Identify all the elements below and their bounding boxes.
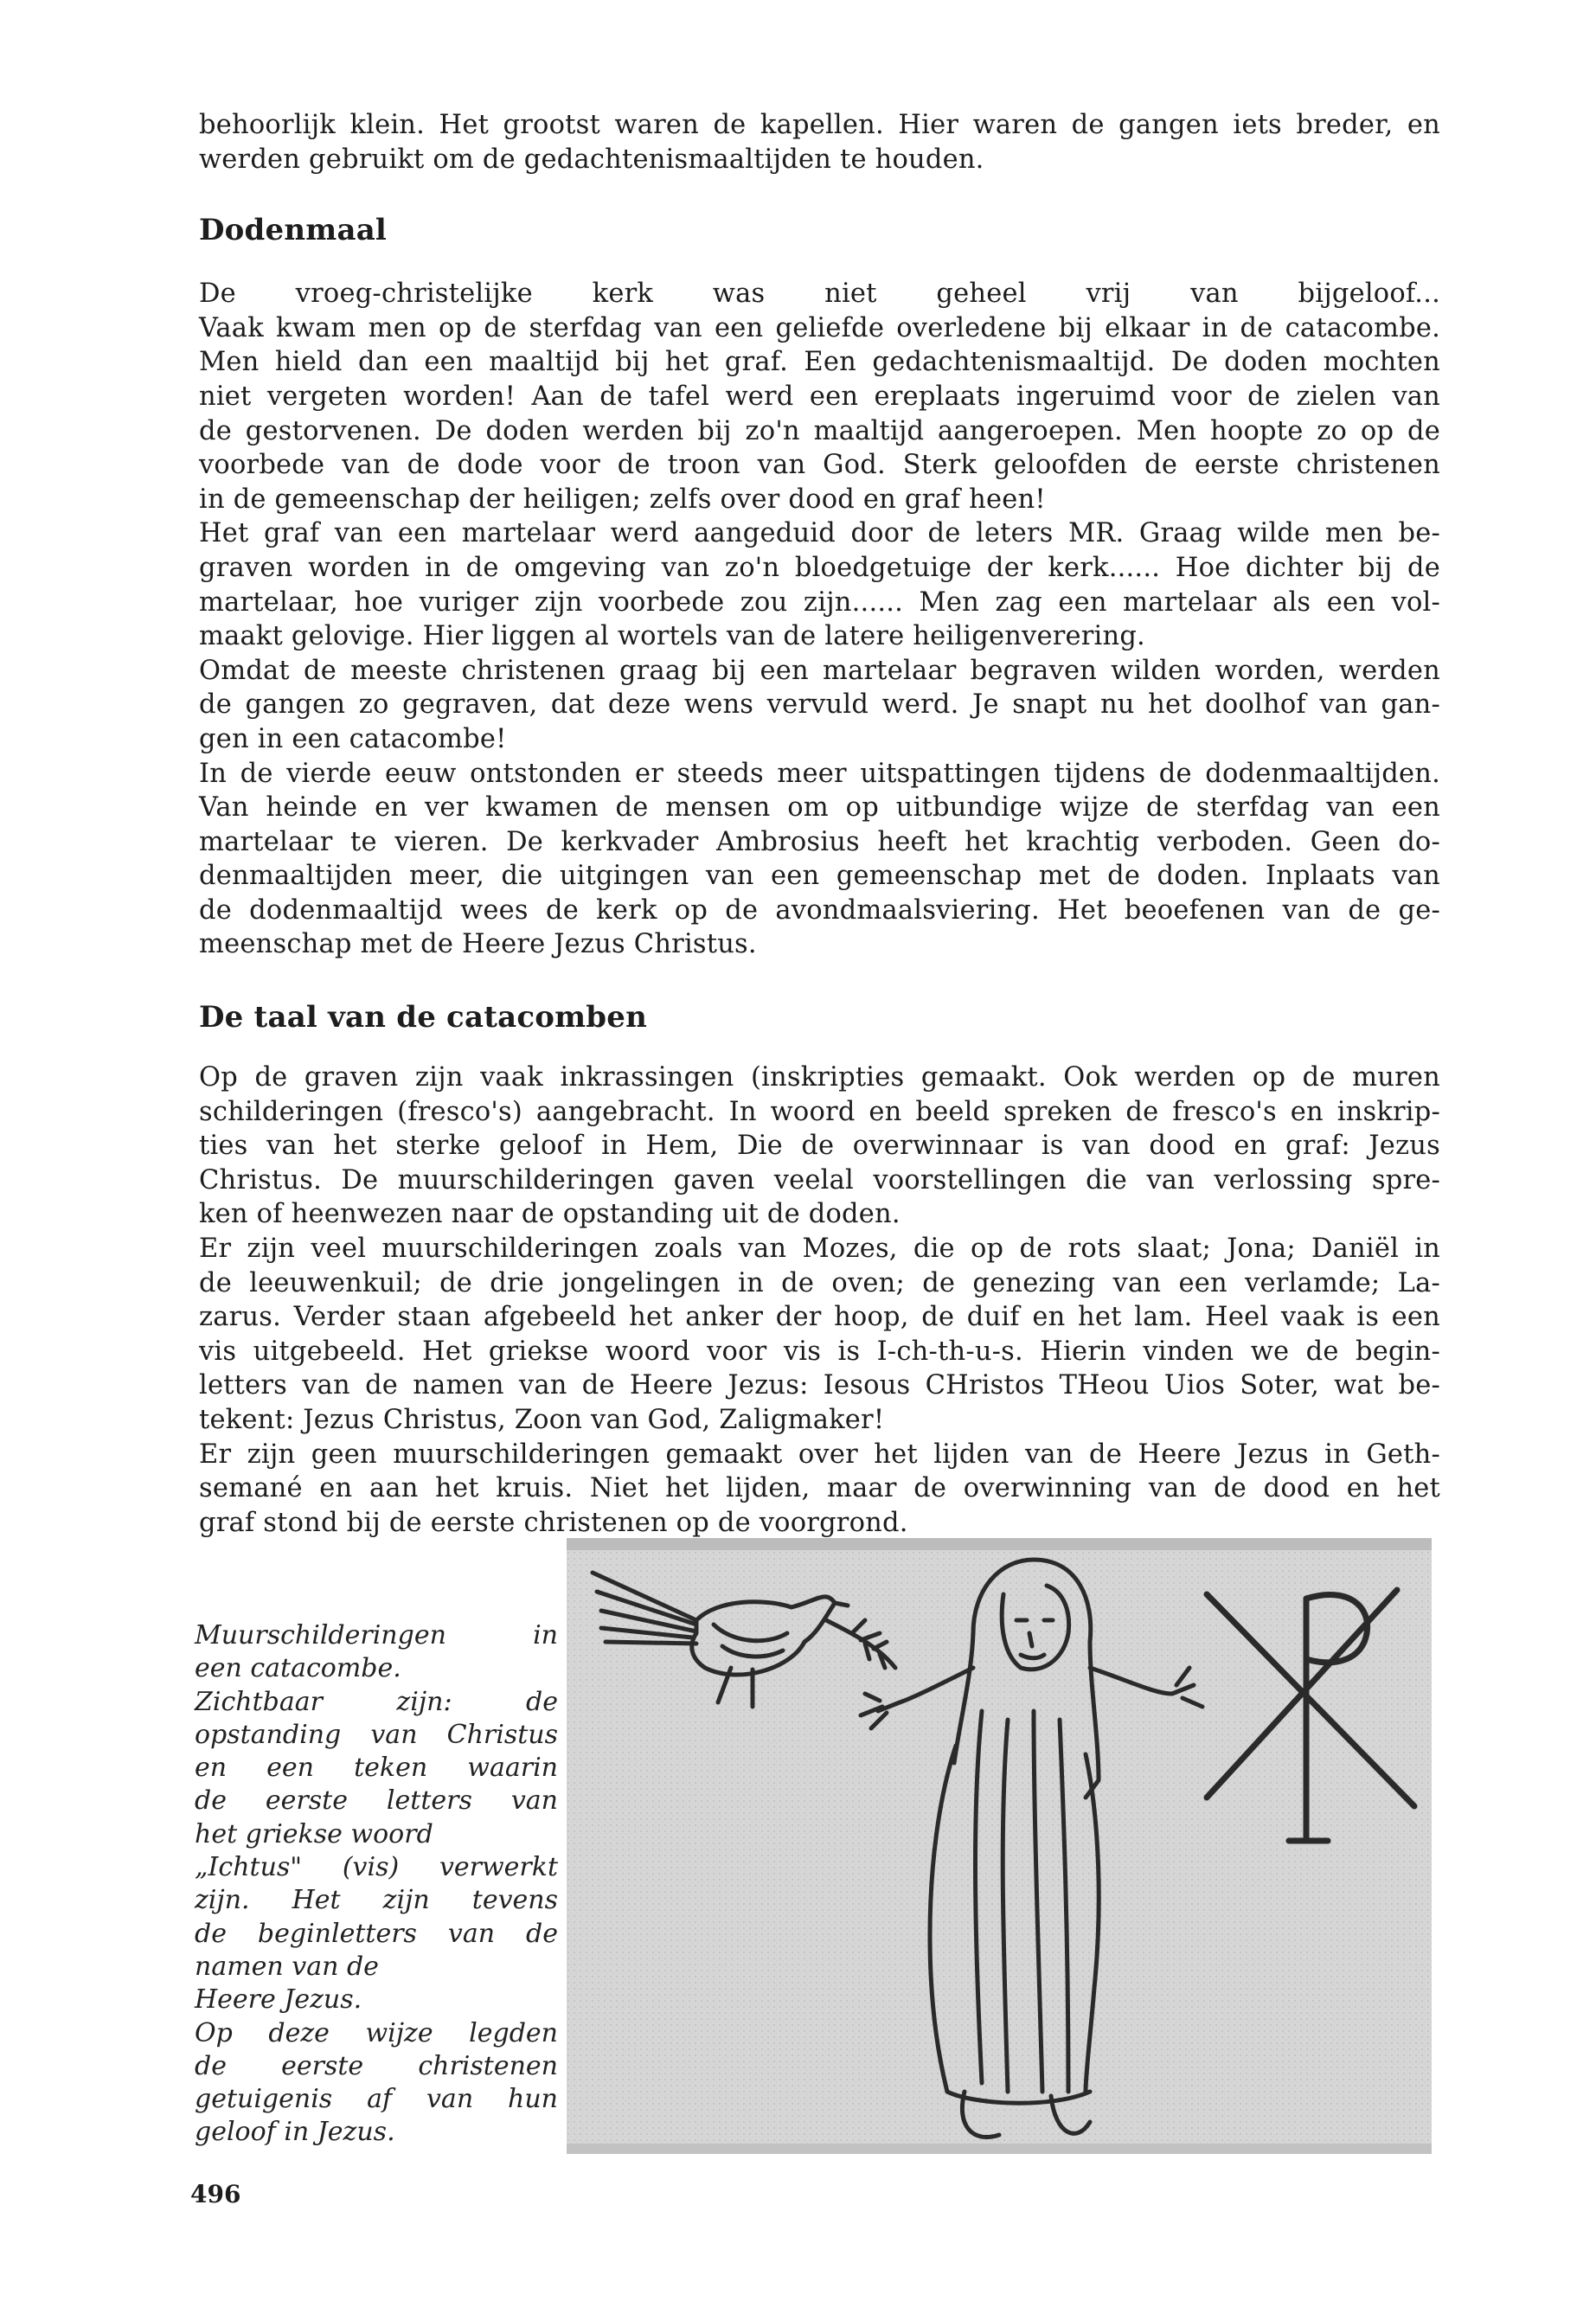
caption-line: zijn. Het zijn tevens <box>195 1885 558 1916</box>
text-line: de gestorvenen. De doden werden bij zo'n maaltijd aangeroepen. Men hoopte zo op de <box>199 415 1440 446</box>
text-line: de dodenmaaltijd wees de kerk op de avondmaalsviering. Het beoefenen van de ge- <box>199 894 1440 926</box>
text-line: semané en aan het kruis. Niet het lijden, maar de overwinning van de dood en het <box>199 1473 1440 1504</box>
fresco-drawing <box>567 1538 1432 2154</box>
caption-line: Zichtbaar zijn: de <box>195 1686 558 1717</box>
text-line: denmaaltijden meer, die uitgingen van een gemeenschap met de doden. Inplaats van <box>199 861 1440 892</box>
text-line: Er zijn geen muurschilderingen gemaakt over het lijden van de Heere Jezus in Geth- <box>199 1439 1440 1470</box>
text-line: Christus. De muurschilderingen gaven veelal voorstellingen die van verlossing spre- <box>199 1164 1440 1195</box>
text-line: Van heinde en ver kwamen de mensen om op uitbundige wijze de sterfdag van een <box>199 792 1440 824</box>
heading-taal-van-de-catacomben: De taal van de catacomben <box>199 1000 648 1035</box>
caption-line: geloof in Jezus. <box>195 2117 395 2148</box>
text-line: gen in een catacombe! <box>199 723 507 754</box>
text-line: maakt gelovige. Hier liggen al wortels van de latere heiligenverering. <box>199 621 1145 652</box>
text-line: zarus. Verder staan afgebeeld het anker der hoop, de duif en het lam. Heel vaak is een <box>199 1302 1440 1333</box>
text-line: voorbede van de dode voor de troon van God. Sterk geloofden de eerste christenen <box>199 450 1440 481</box>
text-line: martelaar, hoe vuriger zijn voorbede zou zijn...... Men zag een martelaar als een vol- <box>199 586 1440 618</box>
text-line: Het graf van een martelaar werd aangeduid door de leters MR. Graag wilde men be- <box>199 518 1440 549</box>
caption-line: Muurschilderingen in <box>195 1620 558 1650</box>
caption-line: Heere Jezus. <box>195 1984 362 2016</box>
text-line: tekent: Jezus Christus, Zoon van God, Zaligmaker! <box>199 1405 885 1435</box>
text-line: de leeuwenkuil; de drie jongelingen in de oven; de genezing van een verlamde; La- <box>199 1267 1440 1298</box>
caption-line: „Ichtus" (vis) verwerkt <box>195 1852 558 1883</box>
text-line: schilderingen (fresco's) aangebracht. In woord en beeld spreken de fresco's en inskrip- <box>199 1096 1440 1127</box>
text-line: behoorlijk klein. Het grootst waren de kapellen. Hier waren de gangen iets breder, en <box>199 110 1440 140</box>
caption-line: een catacombe. <box>195 1653 401 1684</box>
text-line: werden gebruikt om de gedachtenismaaltijden te houden. <box>199 144 984 175</box>
text-line: niet vergeten worden! Aan de tafel werd een ereplaats ingeruimd voor de zielen van <box>199 381 1440 412</box>
text-line: letters van de namen van de Heere Jezus: Iesous CHristos THeou Uios Soter, wat be- <box>199 1370 1440 1401</box>
figure-caption <box>195 1619 558 2150</box>
text-line: Omdat de meeste christenen graag bij een martelaar begraven wilden worden, werden <box>199 655 1440 686</box>
text-line: In de vierde eeuw ontstonden er steeds meer uitspattingen tijdens de dodenmaaltijden. <box>199 758 1440 789</box>
text-line: Vaak kwam men op de sterfdag van een geliefde overledene bij elkaar in de catacombe. <box>199 312 1440 343</box>
text-line: in de gemeenschap der heiligen; zelfs over dood en graf heen! <box>199 484 1046 515</box>
text-line: de gangen zo gegraven, dat deze wens vervuld werd. Je snapt nu het doolhof van gan- <box>199 689 1440 721</box>
text-line: meenschap met de Heere Jezus Christus. <box>199 929 757 960</box>
caption-line: de beginletters van de <box>195 1918 558 1949</box>
main-text-column <box>199 108 1440 1540</box>
text-line: graf stond bij de eerste christenen op de voorgrond. <box>199 1507 908 1538</box>
caption-line: de eerste christenen <box>195 2050 558 2081</box>
text-line: vis uitgebeeld. Het griekse woord voor vis is I-ch-th-u-s. Hierin vinden we de begin- <box>199 1336 1440 1367</box>
text-line: ties van het sterke geloof in Hem, Die de overwinnaar is van dood en graf: Jezus <box>199 1131 1440 1162</box>
caption-line: namen van de <box>195 1951 379 1982</box>
text-line: martelaar te vieren. De kerkvader Ambrosius heeft het krachtig verboden. Geen do- <box>199 826 1440 857</box>
caption-line: Op deze wijze legden <box>195 2017 558 2048</box>
page-number: 496 <box>190 2180 241 2208</box>
caption-line: het griekse woord <box>195 1818 433 1849</box>
text-line: Men hield dan een maaltijd bij het graf. Een gedachtenismaaltijd. De doden mochten <box>199 347 1440 378</box>
fresco-illustration <box>567 1538 1432 2154</box>
intro-paragraph <box>199 108 1440 176</box>
text-line: Op de graven zijn vaak inkrassingen (inskripties gemaakt. Ook werden op de muren <box>199 1062 1440 1093</box>
caption-line: getuigenis af van hun <box>195 2084 558 2115</box>
caption-line: en een teken waarin <box>195 1753 558 1784</box>
caption-line: de eerste letters van <box>195 1785 558 1817</box>
taal-body <box>199 1061 1440 1540</box>
text-line: graven worden in de omgeving van zo'n bloedgetuige der kerk...... Hoe dichter bij de <box>199 552 1440 583</box>
dodenmaal-body <box>199 277 1440 962</box>
text-line: De vroeg-christelijke kerk was niet geheel vrij van bijgeloof... <box>199 279 1440 310</box>
heading-dodenmaal: Dodenmaal <box>199 213 388 248</box>
caption-line: opstanding van Christus <box>195 1719 558 1750</box>
text-line: Er zijn veel muurschilderingen zoals van Mozes, die op de rots slaat; Jona; Daniël in <box>199 1234 1440 1265</box>
text-line: ken of heenwezen naar de opstanding uit de doden. <box>199 1199 901 1230</box>
